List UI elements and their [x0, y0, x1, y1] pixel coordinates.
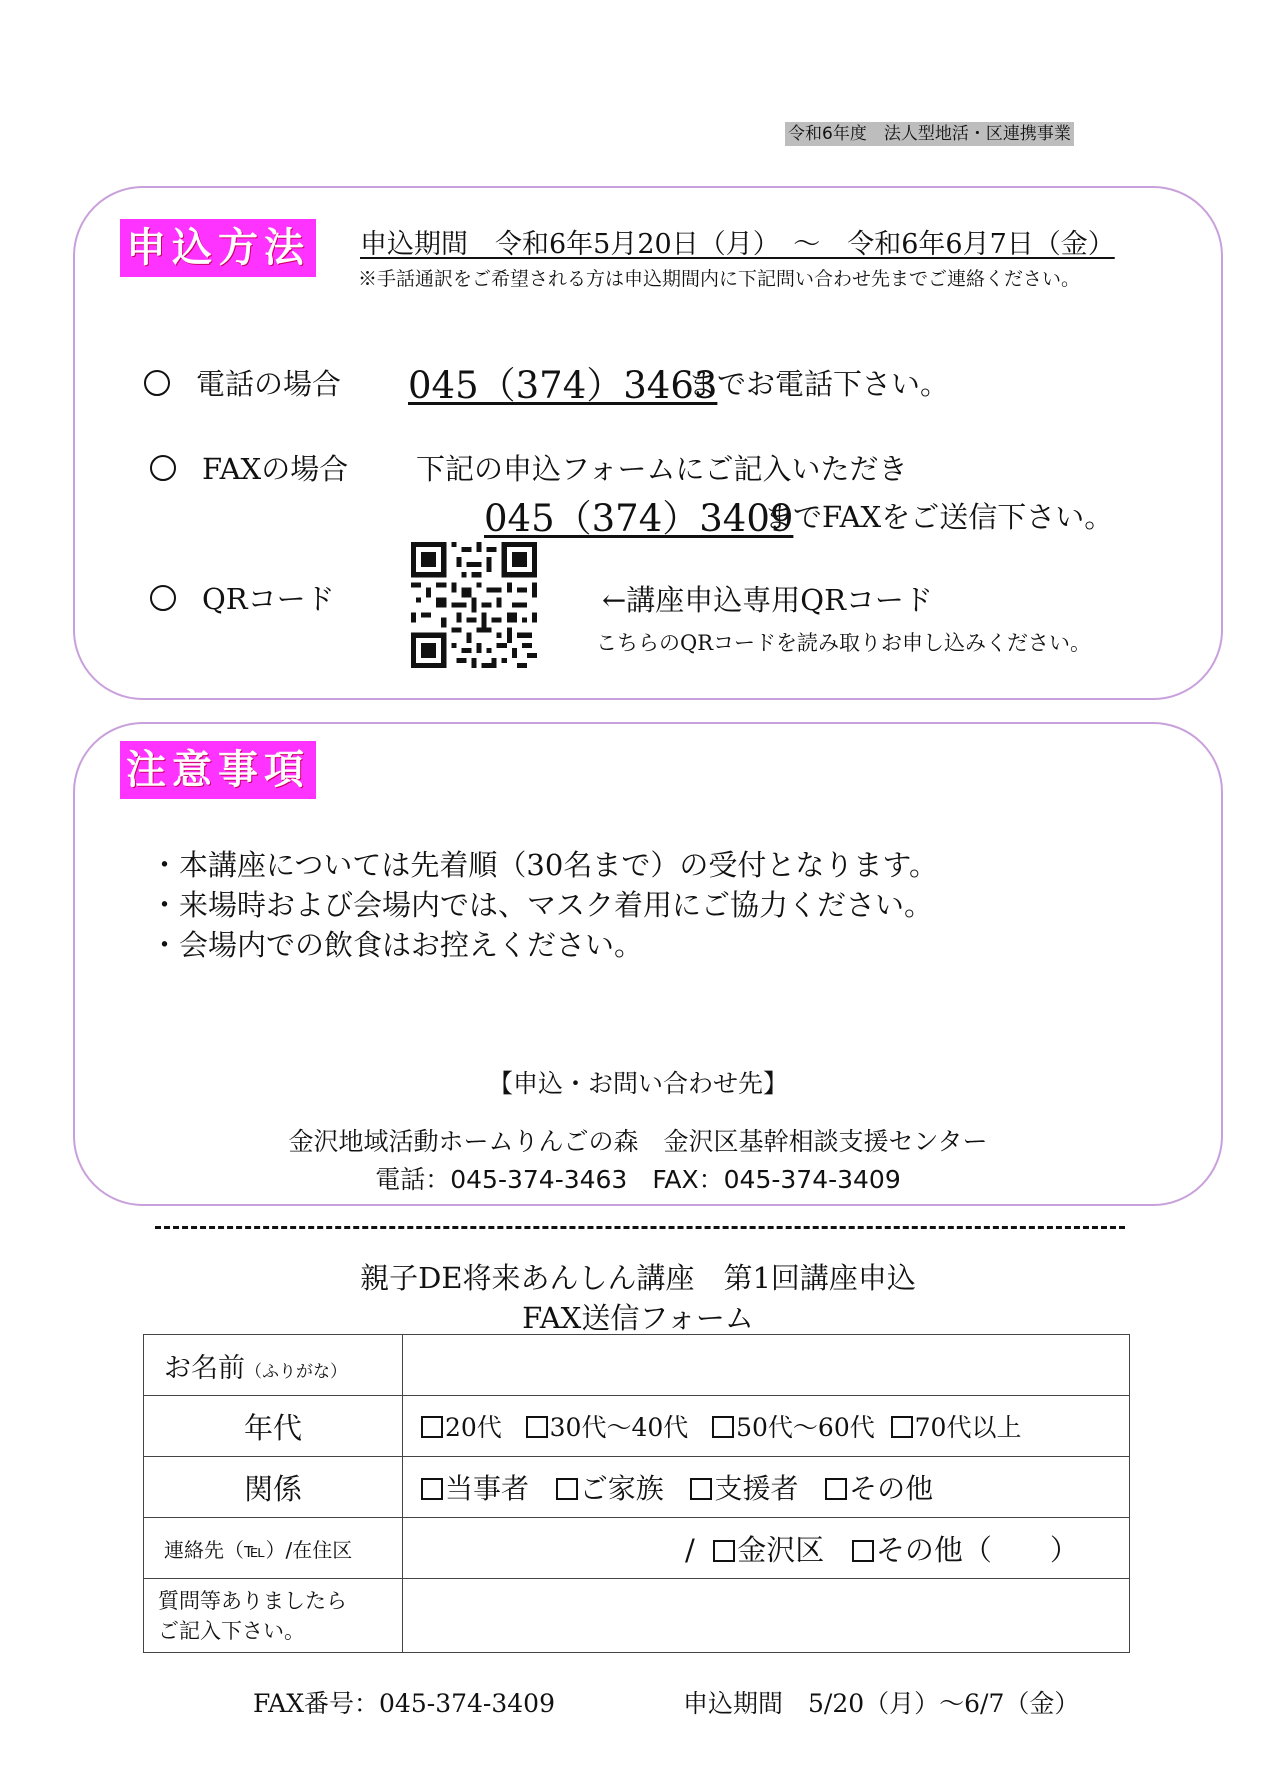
age-option[interactable]: 20代 [421, 1413, 502, 1442]
phone-label: 電話の場合 [196, 367, 342, 401]
contact-row [144, 1518, 1130, 1579]
age-label: 年代 [144, 1396, 403, 1457]
name-input-cell[interactable] [403, 1335, 1130, 1396]
header-tag: 令和6年度 法人型地活・区連携事業 [785, 122, 1074, 146]
application-form-table [143, 1334, 1130, 1653]
question-label-cell [144, 1579, 403, 1653]
name-label-cell [144, 1335, 403, 1396]
cut-line [155, 1226, 1125, 1229]
qr-label: QRコード [202, 582, 335, 616]
contact-tel: 電話：045-374-3463 FAX：045-374-3409 [375, 1165, 901, 1194]
footer-period: 申込期間 5/20（月）～6/7（金） [683, 1689, 1080, 1718]
question-row [144, 1579, 1130, 1653]
checkbox-icon[interactable] [421, 1478, 443, 1500]
relation-option[interactable]: 支援者 [690, 1472, 798, 1505]
fax-number: 045（374）3409 [484, 497, 794, 540]
name-row [144, 1335, 1130, 1396]
application-period: 申込期間 令和6年5月20日（月） ～ 令和6年6月7日（金） [360, 229, 1115, 260]
area-option[interactable]: 金沢区 [713, 1533, 824, 1567]
age-options [403, 1396, 1130, 1457]
contact-label: 連絡先（℡）/在住区 [144, 1518, 403, 1579]
name-label: お名前 [164, 1352, 245, 1384]
contact-org: 金沢地域活動ホームりんごの森 金沢区基幹相談支援センター [288, 1127, 988, 1156]
age-row [144, 1396, 1130, 1457]
circle-icon [150, 455, 176, 481]
circle-icon [150, 585, 176, 611]
checkbox-icon[interactable] [891, 1416, 913, 1438]
contact-cell[interactable] [403, 1518, 1130, 1579]
checkbox-icon[interactable] [712, 1416, 734, 1438]
relation-option[interactable]: その他 [825, 1472, 933, 1505]
form-title: 親子DE将来あんしん講座 第1回講座申込 [360, 1261, 916, 1295]
checkbox-icon[interactable] [421, 1416, 443, 1438]
area-option[interactable]: その他（ ） [852, 1533, 1079, 1567]
relation-options [403, 1457, 1130, 1518]
application-label: 申込方法 [120, 219, 316, 277]
age-option[interactable]: 30代～40代 [526, 1413, 689, 1442]
notes-list [150, 845, 938, 965]
sign-language-note: ※手話通訳をご希望される方は申込期間内に下記問い合わせ先までご連絡ください。 [358, 268, 1081, 290]
checkbox-icon[interactable] [690, 1478, 712, 1500]
notes-label: 注意事項 [120, 741, 316, 799]
question-input-cell[interactable] [403, 1579, 1130, 1653]
relation-option[interactable]: 当事者 [421, 1472, 529, 1505]
relation-row [144, 1457, 1130, 1518]
phone-suffix: までお電話下さい。 [688, 367, 950, 401]
age-option[interactable]: 70代以上 [891, 1413, 1022, 1442]
question-label: 質問等ありましたら [158, 1588, 347, 1613]
question-label: ご記入下さい。 [158, 1618, 305, 1643]
relation-option[interactable]: ご家族 [556, 1472, 664, 1505]
checkbox-icon[interactable] [825, 1478, 847, 1500]
slash: / [685, 1532, 695, 1567]
phone-number: 045（374）3463 [408, 364, 718, 407]
checkbox-icon[interactable] [556, 1478, 578, 1500]
circle-icon [144, 370, 170, 396]
note-item: ・本講座については先着順（30名まで）の受付となります。 [150, 848, 939, 882]
note-item: ・来場時および会場内では、マスク着用にご協力ください。 [150, 888, 934, 922]
note-item: ・会場内での飲食はお控えください。 [150, 928, 644, 962]
checkbox-icon[interactable] [526, 1416, 548, 1438]
contact-heading: 【申込・お問い合わせ先】 [487, 1069, 788, 1098]
qr-subtext: こちらのQRコードを読み取りお申し込みください。 [596, 631, 1092, 655]
checkbox-icon[interactable] [852, 1540, 874, 1562]
fax-line1: 下記の申込フォームにご記入いただき [416, 452, 908, 486]
checkbox-icon[interactable] [713, 1540, 735, 1562]
age-option[interactable]: 50代～60代 [712, 1413, 875, 1442]
fax-label: FAXの場合 [202, 452, 349, 486]
qr-code-icon[interactable] [411, 542, 537, 668]
relation-label: 関係 [144, 1457, 403, 1518]
name-furigana-label: （ふりがな） [245, 1361, 347, 1382]
form-subtitle: FAX送信フォーム [522, 1301, 754, 1335]
footer-fax: FAX番号：045-374-3409 [253, 1689, 555, 1718]
qr-arrow-text: ←講座申込専用QRコード [602, 583, 933, 617]
fax-suffix: までFAXをご送信下さい。 [764, 500, 1114, 534]
